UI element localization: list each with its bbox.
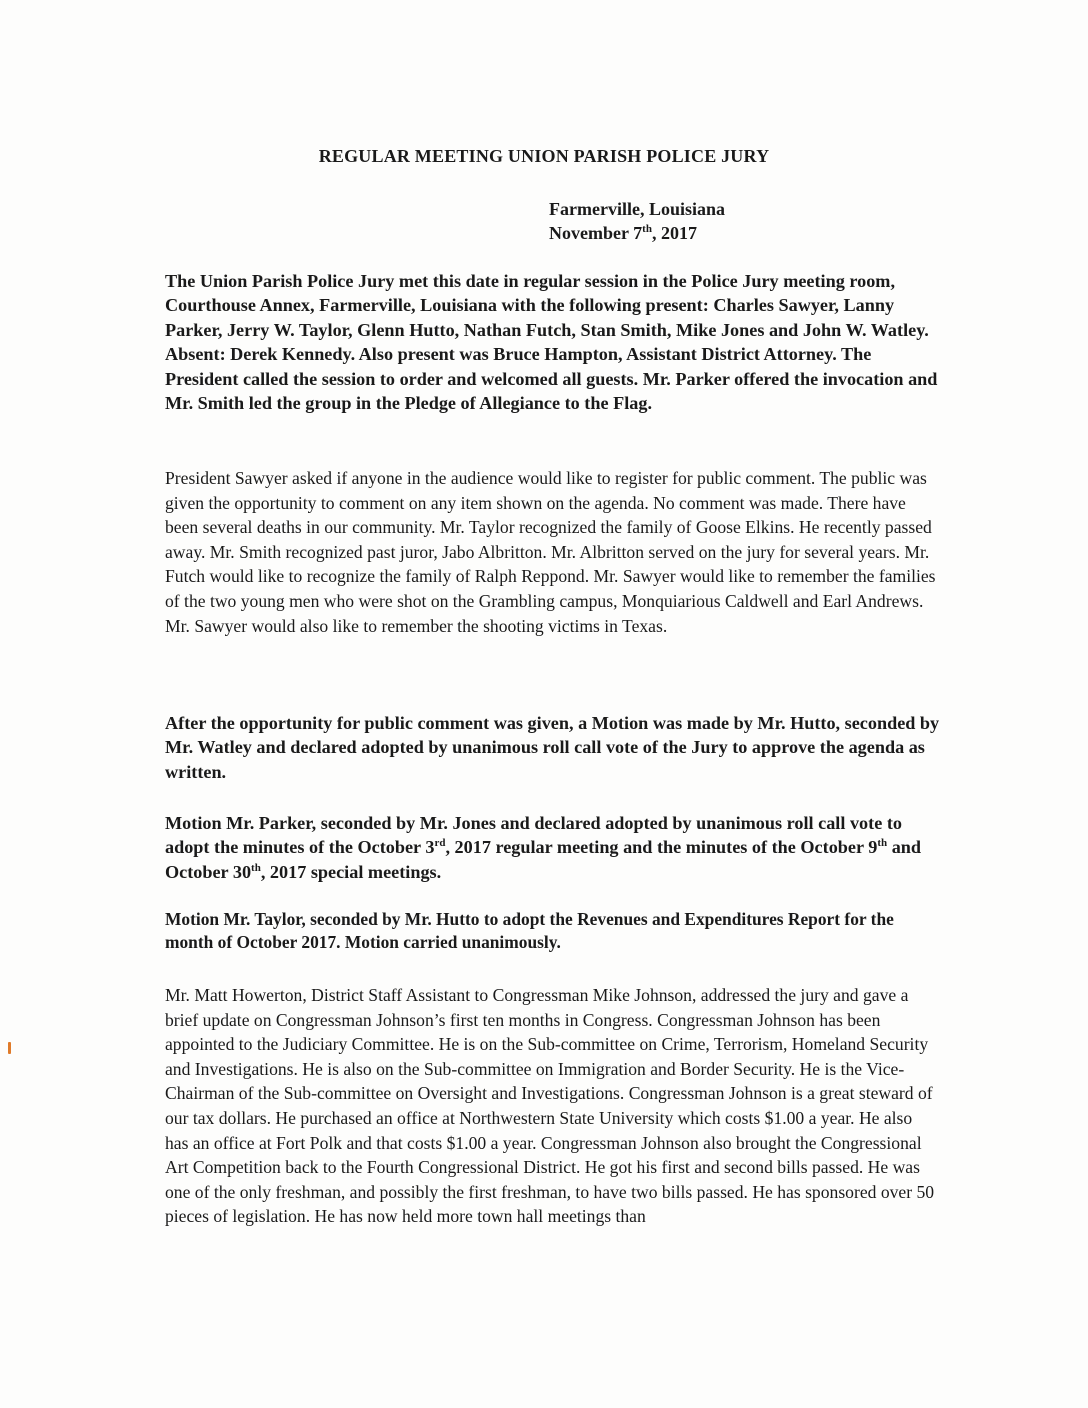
minutes-ordinal-3: th: [251, 861, 261, 874]
minutes-text-a: Motion Mr. Parker, seconded by Mr. Jones and declared adopted by unanimous roll call vote to adopt the minutes of the October 3: [165, 813, 902, 858]
place-date-block: [549, 197, 725, 245]
agenda-motion-paragraph: After the opportunity for public comment was given, a Motion was made by Mr. Hutto, seconded by Mr. Watley and declared adopted by unanimous roll call vote of the Jury to approve the agenda as written.: [165, 713, 940, 782]
meeting-date-suffix: , 2017: [651, 223, 697, 243]
meeting-place: Farmerville, Louisiana: [549, 199, 725, 219]
scan-mark: [8, 1042, 11, 1054]
congressman-update-paragraph: Mr. Matt Howerton, District Staff Assistant to Congressman Mike Johnson, addressed the jury and gave a brief update on Congressman Johnson’s first ten months in Congress. Congressman Johnson has been appointed to the Judiciary Committee. He is on the Sub-committee on Crime, Terrorism, Homeland Security and Investigations. He is also on the Sub-committee on Immigration and Border Security. He is the Vice-Chairman of the Sub-committee on Oversight and Investigations. Congressman Johnson is a great steward of our tax dollars. He purchased an office at Northwestern State University which costs $1.00 a year. He also has an office at Fort Polk and that costs $1.00 a year. Congressman Johnson also brought the Congressional Art Competition back to the Fourth Congressional District. He got his first and second bills passed. He was one of the only freshman, and possibly the first freshman, to have two bills passed. He has sponsored over 50 pieces of legislation. He has now held more town hall meetings than: [165, 985, 935, 1227]
public-comment-paragraph: President Sawyer asked if anyone in the audience would like to register for public comment. The public was given the opportunity to comment on any item shown on the agenda. No comment was made. There have been several deaths in our community. Mr. Taylor recognized the family of Goose Elkins. He recently passed away. Mr. Smith recognized past juror, Jabo Albritton. Mr. Albritton served on the jury for several years. Mr. Futch would like to recognize the family of Ralph Reppond. Mr. Sawyer would like to remember the families of the two young men who were shot on the Grambling campus, Monquiarious Caldwell and Earl Andrews. Mr. Sawyer would also like to remember the shooting victims in Texas.: [165, 468, 936, 636]
meeting-date-prefix: November 7: [549, 223, 643, 243]
minutes-text-b: , 2017 regular meeting and the minutes of the October 9: [445, 837, 878, 858]
minutes-text-c: and October 30: [165, 837, 922, 882]
meeting-date: [549, 221, 725, 245]
minutes-motion-paragraph: [165, 811, 940, 884]
meeting-title: REGULAR MEETING UNION PARISH POLICE JURY: [318, 146, 770, 166]
attendance-paragraph: The Union Parish Police Jury met this date in regular session in the Police Jury meeting room, Courthouse Annex, Farmerville, Louisiana with the following present: Charles Sawyer, Lanny Parker, Jerry W. Taylor, Glenn Hutto, Nathan Futch, Stan Smith, Mike Jones and John W. Watley. Absent: Derek Kennedy. Also present was Bruce Hampton, Assistant District Attorney. The President called the session to order and welcomed all guests. Mr. Parker offered the invocation and Mr. Smith led the group in the Pledge of Allegiance to the Flag.: [165, 271, 938, 414]
revenues-motion-paragraph: Motion Mr. Taylor, seconded by Mr. Hutto to adopt the Revenues and Expenditures Report for the month of October 2017. Motion carried unanimously.: [165, 909, 894, 952]
minutes-ordinal-1: rd: [434, 837, 446, 850]
minutes-ordinal-2: th: [877, 837, 888, 850]
minutes-text-d: , 2017 special meetings.: [260, 861, 442, 882]
meeting-date-ordinal: th: [642, 223, 652, 235]
